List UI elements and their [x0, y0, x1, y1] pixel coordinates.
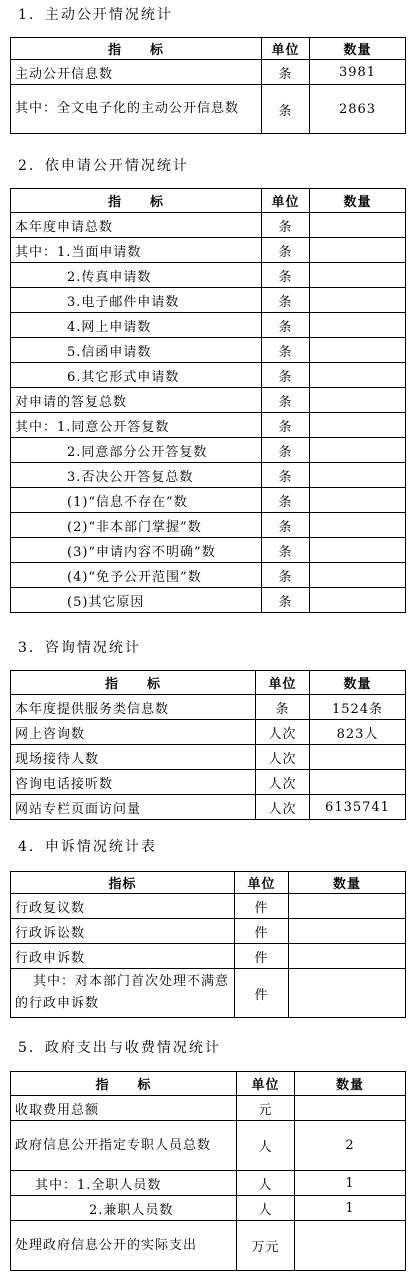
section-5-title: 5．政府支出与收费情况统计: [18, 1040, 221, 1056]
row-unit: 条: [262, 588, 310, 613]
row-unit: 条: [262, 538, 310, 563]
row-unit: 万元: [237, 1221, 295, 1271]
row-label: 处理政府信息公开的实际支出: [11, 1221, 237, 1271]
row-label: (1)“信息不存在”数: [11, 488, 262, 513]
row-quantity: [310, 513, 406, 538]
table-row: [11, 1121, 406, 1171]
row-label: 行政申诉数: [11, 944, 235, 969]
header-quantity: 数量: [310, 38, 406, 60]
table-row: [11, 1096, 406, 1121]
table-row: [11, 388, 406, 413]
row-quantity: [289, 969, 406, 1018]
row-label: 4.网上申请数: [11, 313, 262, 338]
table-row: [11, 1171, 406, 1196]
row-unit: 条: [262, 288, 310, 313]
row-quantity: [310, 770, 406, 795]
row-quantity: [310, 463, 406, 488]
row-label: (2)“非本部门掌握”数: [11, 513, 262, 538]
row-label: 网站专栏页面访问量: [11, 795, 256, 820]
row-unit: 条: [262, 238, 310, 263]
row-quantity: [289, 944, 406, 969]
table-row: [11, 1196, 406, 1221]
table-row: [11, 969, 406, 1018]
table-row: [11, 413, 406, 438]
header-indicator: 指 标: [11, 38, 262, 60]
row-unit: 人: [237, 1121, 295, 1171]
row-quantity: [310, 313, 406, 338]
table-row: [11, 238, 406, 263]
row-label: 2.传真申请数: [11, 263, 262, 288]
table-active-disclosure: [10, 37, 406, 134]
row-label: 2.同意部分公开答复数: [11, 438, 262, 463]
row-label: (5)其它原因: [11, 588, 262, 613]
row-unit: 条: [262, 513, 310, 538]
table-row: [11, 695, 406, 720]
header-unit: 单位: [237, 1072, 295, 1096]
row-label: 本年度申请总数: [11, 213, 262, 238]
row-unit: 条: [262, 85, 310, 134]
header-unit: 单位: [256, 671, 310, 695]
row-unit: 条: [262, 338, 310, 363]
row-unit: 元: [237, 1096, 295, 1121]
row-label: 主动公开信息数: [11, 60, 262, 85]
table-row: [11, 85, 406, 134]
header-quantity: 数量: [310, 671, 406, 695]
row-quantity: [310, 288, 406, 313]
row-label: 2.兼职人员数: [11, 1196, 237, 1221]
row-label: 收取费用总额: [11, 1096, 237, 1121]
row-label: (3)“申请内容不明确”数: [11, 538, 262, 563]
section-1-title: 1．主动公开情况统计: [18, 7, 173, 23]
header-unit: 单位: [262, 189, 310, 213]
table-row: [11, 363, 406, 388]
header-quantity: 数量: [295, 1072, 406, 1096]
table-expenditure: [10, 1071, 406, 1271]
row-quantity: 3981: [310, 60, 406, 85]
row-label: 其中：1.同意公开答复数: [11, 413, 262, 438]
table-appeals: [10, 871, 406, 1018]
table-row: [11, 795, 406, 820]
header-indicator: 指 标: [11, 189, 262, 213]
row-quantity: 823人: [310, 720, 406, 745]
row-unit: 条: [262, 563, 310, 588]
row-label: 其中：对本部门首次处理不满意的行政申诉数: [11, 969, 235, 1018]
row-unit: 人次: [256, 770, 310, 795]
section-3-title: 3．咨询情况统计: [18, 640, 141, 656]
row-quantity: 1524条: [310, 695, 406, 720]
table-row: [11, 513, 406, 538]
row-label: 本年度提供服务类信息数: [11, 695, 256, 720]
row-label: 3.电子邮件申请数: [11, 288, 262, 313]
row-unit: 件: [235, 894, 289, 919]
row-quantity: [310, 488, 406, 513]
row-quantity: [310, 213, 406, 238]
table-row: [11, 1221, 406, 1271]
row-quantity: [310, 588, 406, 613]
table-row: [11, 60, 406, 85]
header-quantity: 数量: [310, 189, 406, 213]
row-unit: 条: [262, 438, 310, 463]
row-quantity: [289, 919, 406, 944]
table-row: [11, 438, 406, 463]
table-row: [11, 894, 406, 919]
row-quantity: [310, 388, 406, 413]
row-label: 3.否决公开答复总数: [11, 463, 262, 488]
row-unit: 条: [262, 413, 310, 438]
row-unit: 件: [235, 944, 289, 969]
row-unit: 人: [237, 1196, 295, 1221]
table-row: [11, 213, 406, 238]
table-row: [11, 563, 406, 588]
row-unit: 人次: [256, 795, 310, 820]
header-indicator: 指标: [11, 872, 235, 894]
row-label: 其中：全文电子化的主动公开信息数: [11, 85, 262, 134]
header-indicator: 指 标: [11, 1072, 237, 1096]
table-row: [11, 338, 406, 363]
table-row: [11, 263, 406, 288]
row-quantity: 6135741: [310, 795, 406, 820]
row-quantity: 1: [295, 1171, 406, 1196]
row-quantity: [295, 1096, 406, 1121]
row-unit: 人次: [256, 720, 310, 745]
row-quantity: 2: [295, 1121, 406, 1171]
row-label: 行政复议数: [11, 894, 235, 919]
table-row: [11, 770, 406, 795]
row-label: 对申请的答复总数: [11, 388, 262, 413]
row-unit: 人: [237, 1171, 295, 1196]
row-quantity: [310, 338, 406, 363]
row-unit: 条: [262, 313, 310, 338]
row-unit: 件: [235, 919, 289, 944]
row-quantity: 1: [295, 1196, 406, 1221]
row-label: 现场接待人数: [11, 745, 256, 770]
row-label: 网上咨询数: [11, 720, 256, 745]
header-indicator: 指 标: [11, 671, 256, 695]
row-unit: 条: [256, 695, 310, 720]
section-4-title: 4．申诉情况统计表: [18, 839, 157, 855]
row-label: (4)“免予公开范围”数: [11, 563, 262, 588]
row-unit: 条: [262, 488, 310, 513]
row-quantity: [310, 263, 406, 288]
table-row: [11, 588, 406, 613]
row-quantity: 2863: [310, 85, 406, 134]
row-label: 5.信函申请数: [11, 338, 262, 363]
row-unit: 人次: [256, 745, 310, 770]
table-request-disclosure: [10, 188, 406, 613]
row-label: 其中：1.全职人员数: [11, 1171, 237, 1196]
table-row: [11, 720, 406, 745]
header-unit: 单位: [235, 872, 289, 894]
row-unit: 条: [262, 213, 310, 238]
table-row: [11, 488, 406, 513]
table-row: [11, 944, 406, 969]
row-label: 咨询电话接听数: [11, 770, 256, 795]
table-consultation: [10, 670, 406, 820]
table-row: [11, 538, 406, 563]
table-row: [11, 463, 406, 488]
table-row: [11, 745, 406, 770]
row-quantity: [295, 1221, 406, 1271]
row-unit: 条: [262, 463, 310, 488]
row-unit: 条: [262, 263, 310, 288]
row-quantity: [310, 413, 406, 438]
header-quantity: 数量: [289, 872, 406, 894]
row-unit: 条: [262, 363, 310, 388]
section-2-title: 2．依申请公开情况统计: [18, 158, 189, 174]
row-label: 行政诉讼数: [11, 919, 235, 944]
row-quantity: [310, 745, 406, 770]
row-quantity: [310, 438, 406, 463]
row-quantity: [289, 894, 406, 919]
table-row: [11, 919, 406, 944]
row-quantity: [310, 363, 406, 388]
header-unit: 单位: [262, 38, 310, 60]
row-unit: 条: [262, 388, 310, 413]
table-row: [11, 288, 406, 313]
row-quantity: [310, 563, 406, 588]
row-quantity: [310, 538, 406, 563]
row-label: 其中：1.当面申请数: [11, 238, 262, 263]
table-row: [11, 313, 406, 338]
row-quantity: [310, 238, 406, 263]
row-unit: 件: [235, 969, 289, 1018]
row-unit: 条: [262, 60, 310, 85]
row-label: 6.其它形式申请数: [11, 363, 262, 388]
row-label: 政府信息公开指定专职人员总数: [11, 1121, 237, 1171]
